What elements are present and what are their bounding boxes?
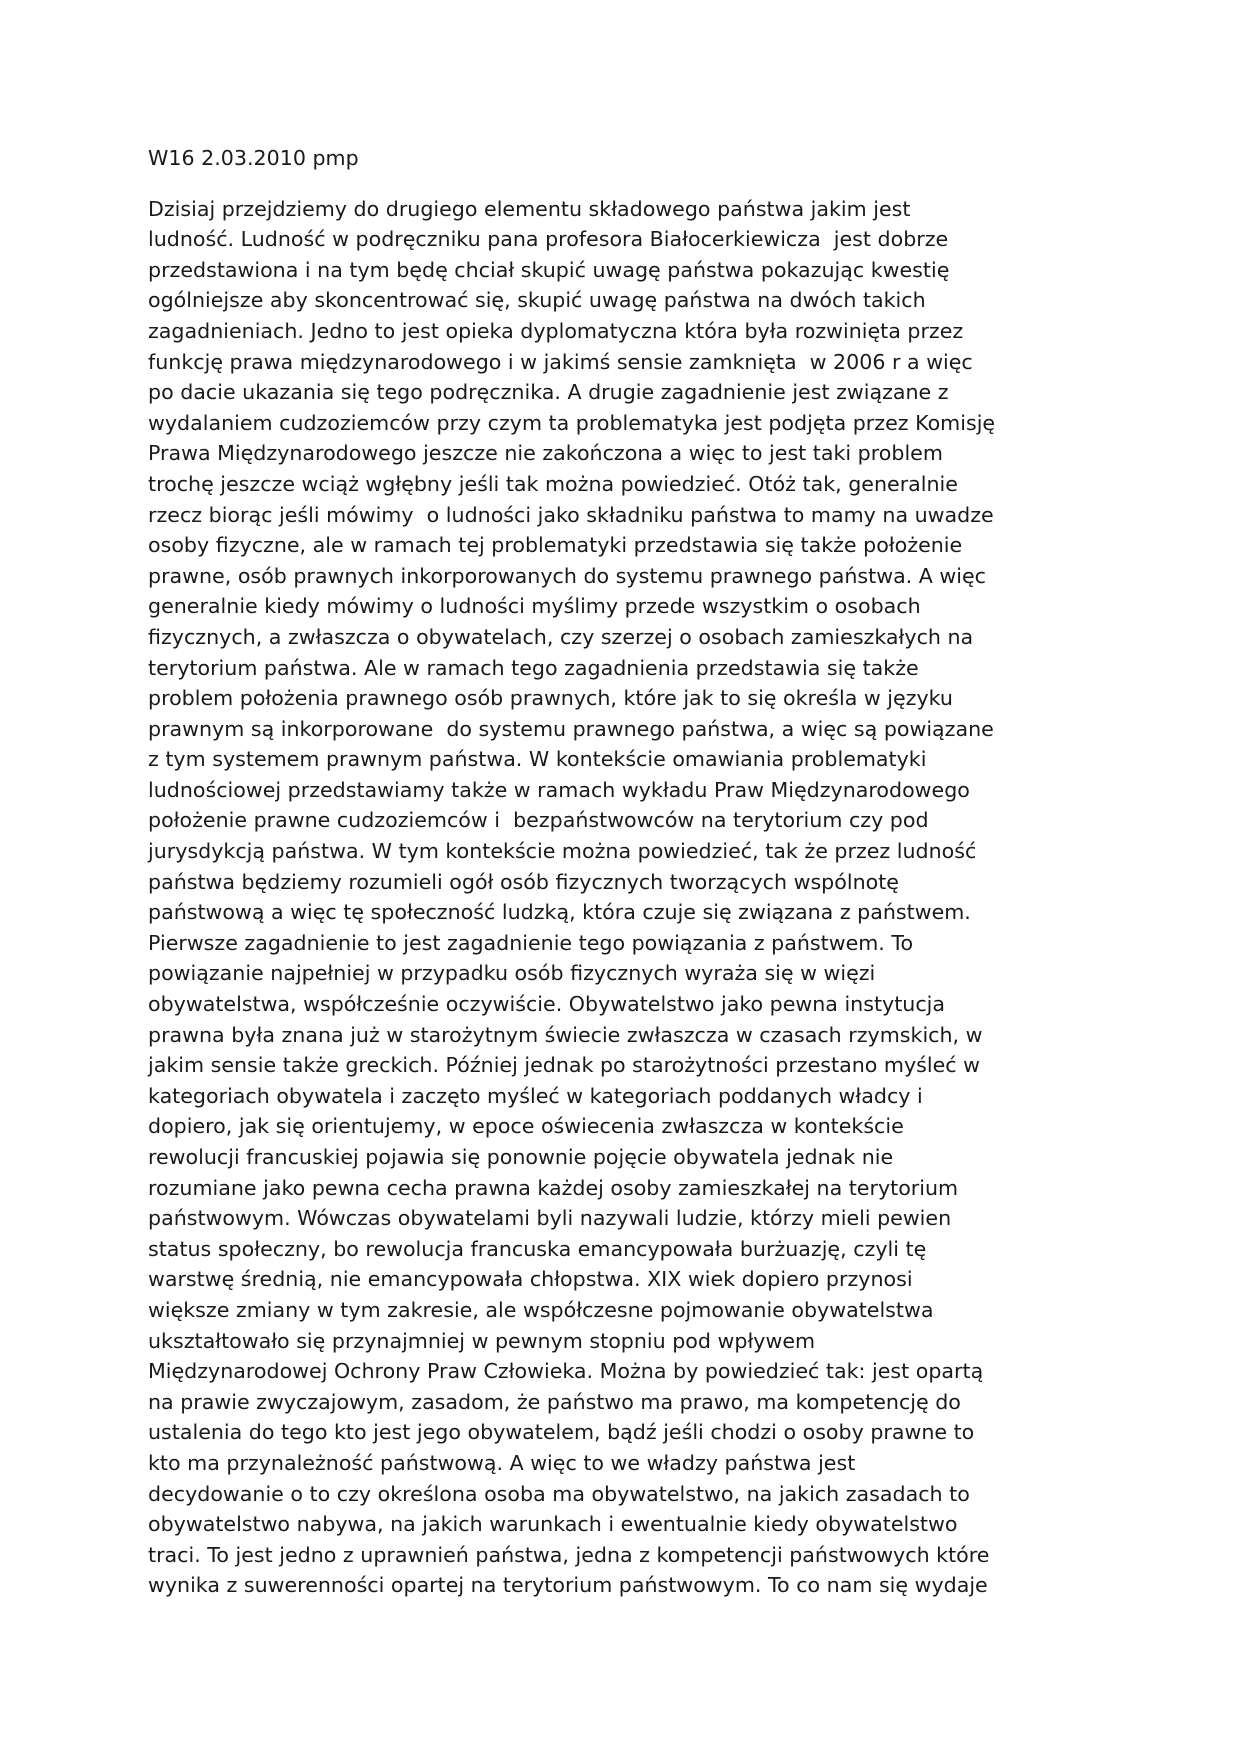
text-line: decydowanie o to czy określona osoba ma obywatelstwo, na jakich zasadach to — [148, 1481, 970, 1506]
text-line: zagadnieniach. Jedno to jest opieka dyplomatyczna która była rozwinięta przez — [148, 318, 964, 343]
text-line: jurysdykcją państwa. W tym kontekście można powiedzieć, tak że przez ludność — [148, 839, 977, 864]
text-line: rzecz biorąc jeśli mówimy o ludności jako składniku państwa to mamy na uwadze — [148, 502, 994, 527]
text-line: ogólniejsze aby skoncentrować się, skupić uwagę państwa na dwóch takich — [148, 288, 926, 313]
text-line: obywatelstwa, współcześnie oczywiście. Obywatelstwo jako pewna instytucja — [148, 992, 946, 1017]
text-line: prawnym są inkorporowane do systemu prawnego państwa, a więc są powiązane — [148, 716, 994, 741]
text-line: większe zmiany w tym zakresie, ale współczesne pojmowanie obywatelstwa — [148, 1297, 934, 1322]
text-line: rewolucji francuskiej pojawia się ponownie pojęcie obywatela jednak nie — [148, 1145, 894, 1169]
text-line: fizycznych, a zwłaszcza o obywatelach, czy szerzej o osobach zamieszkałych na — [148, 624, 974, 649]
text-line: obywatelstwo nabywa, na jakich warunkach i ewentualnie kiedy obywatelstwo — [148, 1512, 958, 1537]
text-line: Prawa Międzynarodowego jeszcze nie zakończona a więc to jest taki problem — [148, 441, 943, 466]
text-line: na prawie zwyczajowym, zasadom, że państwo ma prawo, ma kompetencję do — [148, 1389, 961, 1414]
text-line: z tym systemem prawnym państwa. W kontekście omawiania problematyki — [148, 747, 927, 772]
text-line: trochę jeszcze wciąż wgłębny jeśli tak można powiedzieć. Otóż tak, generalnie — [148, 471, 958, 496]
text-line: osoby fizyczne, ale w ramach tej problematyki przedstawia się także położenie — [148, 533, 963, 558]
text-line: wydalaniem cudzoziemców przy czym ta problematyka jest podjęta przez Komisję — [148, 410, 996, 435]
text-line: dopiero, jak się orientujemy, w epoce oświecenia zwłaszcza w kontekście — [148, 1114, 904, 1139]
text-line: Pierwsze zagadnienie to jest zagadnienie tego powiązania z państwem. To — [148, 930, 914, 955]
text-line: traci. To jest jedno z uprawnień państwa, jedna z kompetencji państwowych które — [148, 1542, 990, 1567]
text-line: generalnie kiedy mówimy o ludności myślimy przede wszystkim o osobach — [148, 594, 921, 619]
text-line: ustalenia do tego kto jest jego obywatelem, bądź jeśli chodzi o osoby prawne to — [148, 1420, 975, 1445]
text-line: ukształtowało się przynajmniej w pewnym stopniu pod wpływem — [148, 1328, 816, 1353]
text-line: kategoriach obywatela i zaczęto myśleć w kategoriach poddanych władcy i — [148, 1083, 923, 1108]
text-line: Dzisiaj przejdziemy do drugiego elementu składowego państwa jakim jest — [148, 196, 911, 221]
text-line: jakim sensie także greckich. Później jednak po starożytności przestano myśleć w — [148, 1053, 980, 1078]
document-heading: W16 2.03.2010 pmp — [148, 146, 359, 170]
text-line: ludnościowej przedstawiamy także w ramach wykładu Praw Międzynarodowego — [148, 777, 970, 802]
text-line: państwa będziemy rozumieli ogół osób fizycznych tworzących wspólnotę — [148, 869, 899, 894]
text-line: rozumiane jako pewna cecha prawna każdej osoby zamieszkałej na terytorium — [148, 1175, 959, 1200]
text-line: powiązanie najpełniej w przypadku osób fizycznych wyraża się w więzi — [148, 961, 876, 986]
text-line: wynika z suwerenności opartej na terytorium państwowym. To co nam się wydaje — [148, 1573, 988, 1598]
text-line: terytorium państwa. Ale w ramach tego zagadnienia przedstawia się także — [148, 655, 919, 680]
document-body — [148, 143, 1108, 1601]
text-line: położenie prawne cudzoziemców i bezpaństwowców na terytorium czy pod — [148, 808, 929, 833]
text-line: prawne, osób prawnych inkorporowanych do systemu prawnego państwa. A więc — [148, 563, 986, 588]
text-line: warstwę średnią, nie emancypowała chłopstwa. XIX wiek dopiero przynosi — [148, 1267, 913, 1292]
text-line: po dacie ukazania się tego podręcznika. A drugie zagadnienie jest związane z — [148, 380, 949, 405]
text-line: ludność. Ludność w podręczniku pana profesora Białocerkiewicza jest dobrze — [148, 227, 949, 252]
text-line: Międzynarodowej Ochrony Praw Człowieka. Można by powiedzieć tak: jest opartą — [148, 1359, 984, 1384]
text-line: prawna była znana już w starożytnym świecie zwłaszcza w czasach rzymskich, w — [148, 1022, 983, 1047]
text-line: funkcję prawa międzynarodowego i w jakimś sensie zamknięta w 2006 r a więc — [148, 349, 973, 374]
paragraph — [148, 194, 1108, 1601]
text-line: kto ma przynależność państwową. A więc to we władzy państwa jest — [148, 1450, 856, 1475]
text-line: problem położenia prawnego osób prawnych, które jak to się określa w języku — [148, 686, 953, 711]
text-line: państwową a więc tę społeczność ludzką, która czuje się związana z państwem. — [148, 900, 971, 925]
text-line: państwowym. Wówczas obywatelami byli nazywali ludzie, którzy mieli pewien — [148, 1206, 952, 1231]
text-line: status społeczny, bo rewolucja francuska emancypowała burżuazję, czyli tę — [148, 1236, 927, 1261]
text-line: przedstawiona i na tym będę chciał skupić uwagę państwa pokazując kwestię — [148, 257, 950, 282]
